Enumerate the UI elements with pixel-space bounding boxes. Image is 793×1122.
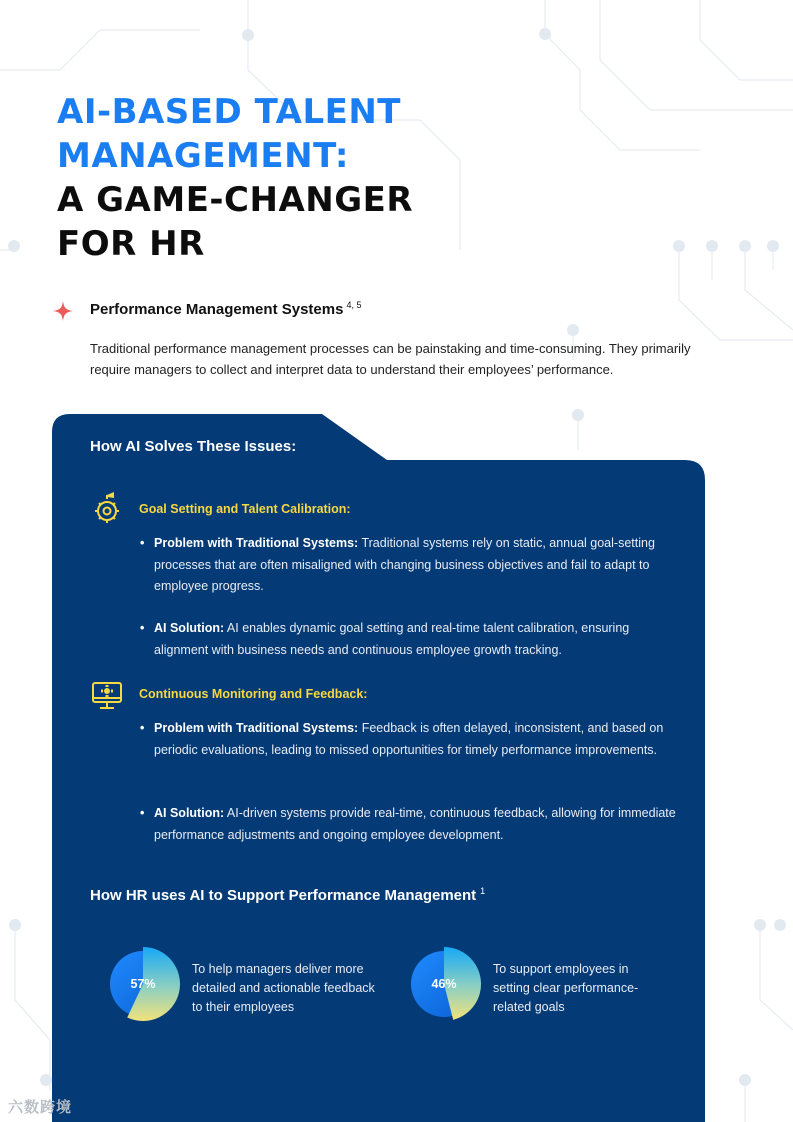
bullet-text: Traditional systems rely on static, annual goal-setting processes that are often misaligned with changing business objectives and fail to adapt to employee progress. bbox=[154, 536, 655, 593]
bullet-label: AI Solution: bbox=[154, 621, 225, 635]
page-title bbox=[57, 90, 413, 266]
stat-description: To help managers deliver more detailed and actionable feedback to their employees bbox=[192, 962, 375, 1014]
bullet-monitoring-solution bbox=[140, 803, 684, 846]
monitor-gear-icon bbox=[90, 678, 124, 712]
performance-heading bbox=[90, 300, 361, 318]
stats-title-ref: 1 bbox=[480, 886, 486, 896]
section-title-monitoring: Continuous Monitoring and Feedback: bbox=[139, 687, 368, 701]
performance-heading-refs: 4, 5 bbox=[346, 300, 362, 310]
title-line-4: FOR HR bbox=[57, 224, 205, 264]
performance-heading-text: Performance Management Systems bbox=[90, 301, 344, 318]
stat-description: To support employees in setting clear performance-related goals bbox=[493, 962, 639, 1014]
bullet-text: AI enables dynamic goal setting and real-time talent calibration, ensuring alignment with business needs and continuous employee growth tracking. bbox=[154, 621, 630, 657]
sparkle-icon bbox=[53, 301, 73, 321]
stats-title-text: How HR uses AI to Support Performance Management bbox=[90, 887, 477, 904]
bullet-label: AI Solution: bbox=[154, 806, 225, 820]
title-line-2: MANAGEMENT: bbox=[57, 136, 349, 176]
bullet-label: Problem with Traditional Systems: bbox=[154, 536, 359, 550]
panel-title: How AI Solves These Issues: bbox=[90, 438, 297, 455]
stat-percent: 46% bbox=[431, 977, 457, 991]
title-line-1: AI-BASED TALENT bbox=[57, 92, 401, 132]
bullet-goal-solution bbox=[140, 618, 684, 661]
bullet-goal-problem bbox=[140, 533, 684, 598]
watermark-logo: 六数跨境 bbox=[8, 1099, 73, 1116]
title-line-3: A GAME-CHANGER bbox=[57, 180, 414, 220]
stat-percent: 57% bbox=[130, 977, 156, 991]
performance-body: Traditional performance management processes can be painstaking and time-consuming. They primarily require managers to collect and interpret data to understand their employees’ performance. bbox=[90, 341, 691, 377]
ai-solutions-panel bbox=[52, 414, 705, 1122]
gear-target-icon bbox=[90, 491, 124, 525]
section-title-goal-setting: Goal Setting and Talent Calibration: bbox=[139, 502, 351, 516]
bullet-text: AI-driven systems provide real-time, continuous feedback, allowing for immediate performance adjustments and ongoing employee development. bbox=[154, 806, 676, 842]
bullet-monitoring-problem bbox=[140, 718, 684, 761]
bullet-text: Feedback is often delayed, inconsistent, and based on periodic evaluations, leading to missed opportunities for timely performance improvements. bbox=[154, 721, 664, 757]
bullet-label: Problem with Traditional Systems: bbox=[154, 721, 359, 735]
stats-title bbox=[90, 886, 485, 904]
